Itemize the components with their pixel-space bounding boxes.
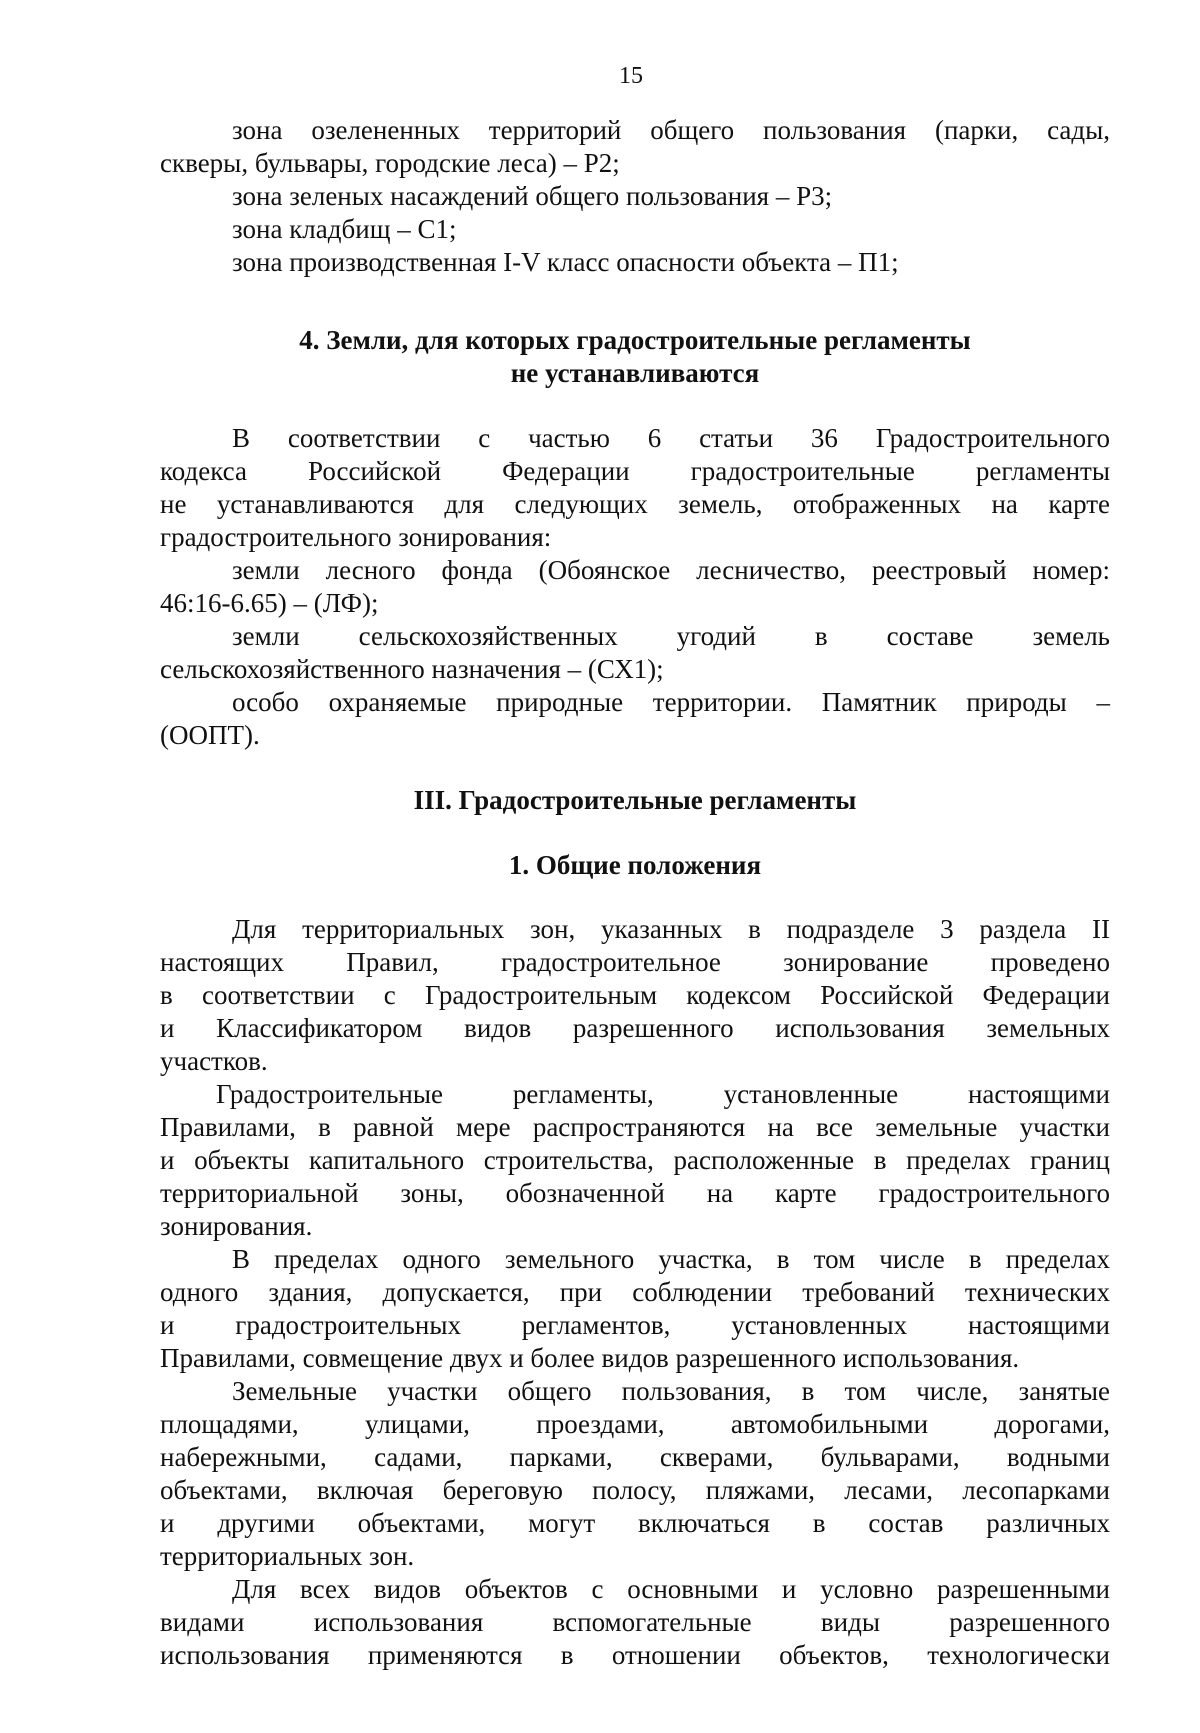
list-item-line: (ООПТ). xyxy=(160,720,260,750)
paragraph-line: зонирования. xyxy=(160,1211,313,1241)
paragraph-line: Земельные участки общего пользования, в том числе, занятые xyxy=(232,1376,1110,1406)
list-item-line: земли сельскохозяйственных угодий в составе земель xyxy=(232,621,1110,651)
paragraph-line: в соответствии с Градостроительным кодексом Российской Федерации xyxy=(160,980,1110,1010)
paragraph-line: использования применяются в отношении объектов, технологически xyxy=(160,1640,1110,1670)
paragraph-line: видами использования вспомогательные виды разрешенного xyxy=(160,1607,1110,1637)
section-3-subheading xyxy=(160,849,1110,882)
paragraph-line: Градостроительные регламенты, установленные настоящими xyxy=(216,1079,1110,1109)
paragraph-line: и объекты капитального строительства, расположенные в пределах границ xyxy=(160,1145,1110,1175)
section-4-paragraph xyxy=(160,422,1110,752)
section-3-title: III. Градостроительные регламенты xyxy=(413,785,857,815)
paragraph-line: кодекса Российской Федерации градостроительные регламенты xyxy=(160,456,1110,486)
paragraph-line: В соответствии с частью 6 статьи 36 Градостроительного xyxy=(232,423,1110,453)
list-item-line: сельскохозяйственного назначения – (СХ1); xyxy=(160,654,664,684)
paragraph-line: настоящих Правил, градостроительное зонирование проведено xyxy=(160,947,1110,977)
section-3-body xyxy=(160,913,1110,1672)
list-item-line: особо охраняемые природные территории. Памятник природы – xyxy=(232,687,1110,717)
paragraph-line: Правилами, совмещение двух и более видов разрешенного использования. xyxy=(160,1343,1020,1373)
page-number: 15 xyxy=(619,63,643,89)
paragraph-line: и градостроительных регламентов, установленных настоящими xyxy=(160,1310,1110,1340)
paragraph-line: участков. xyxy=(160,1046,268,1076)
list-item-line: земли лесного фонда (Обоянское лесничество, реестровый номер: xyxy=(232,555,1110,585)
paragraph-line: территориальных зон. xyxy=(160,1541,415,1571)
paragraph-line: объектами, включая береговую полосу, пляжами, лесами, лесопарками xyxy=(160,1475,1110,1505)
paragraph-line: не устанавливаются для следующих земель, отображенных на карте xyxy=(160,489,1110,519)
section-4-heading xyxy=(160,324,1110,390)
section-4-heading-line-1: 4. Земли, для которых градостроительные регламенты xyxy=(299,325,971,355)
paragraph-line: градостроительного зонирования: xyxy=(160,522,552,552)
paragraph-line: и Классификатором видов разрешенного использования земельных xyxy=(160,1013,1110,1043)
list-item-line: 46:16-6.65) – (ЛФ); xyxy=(160,588,379,618)
paragraph-line: Для территориальных зон, указанных в подразделе 3 раздела II xyxy=(232,914,1110,944)
paragraph-line: одного здания, допускается, при соблюдении требований технических xyxy=(160,1277,1110,1307)
paragraph-line: Для всех видов объектов с основными и условно разрешенными xyxy=(232,1574,1110,1604)
zones-list-line: зона кладбищ – С1; xyxy=(232,214,457,244)
paragraph-line: Правилами, в равной мере распространяются на все земельные участки xyxy=(160,1112,1110,1142)
paragraph-line: и другими объектами, могут включаться в состав различных xyxy=(160,1508,1110,1538)
section-4-heading-line-2: не устанавливаются xyxy=(510,358,760,388)
zones-list-line: скверы, бульвары, городские леса) – Р2; xyxy=(160,148,620,178)
zones-list-line: зона производственная I-V класс опасности объекта – П1; xyxy=(232,247,899,277)
paragraph-line: площадями, улицами, проездами, автомобильными дорогами, xyxy=(160,1409,1110,1439)
section-3-subtitle: 1. Общие положения xyxy=(508,850,762,880)
paragraph-line: В пределах одного земельного участка, в том числе в пределах xyxy=(232,1244,1110,1274)
zones-list-line: зона озелененных территорий общего пользования (парки, сады, xyxy=(232,115,1110,145)
paragraph-line: территориальной зоны, обозначенной на карте градостроительного xyxy=(160,1178,1110,1208)
zones-list-line: зона зеленых насаждений общего пользования – Р3; xyxy=(232,181,833,211)
section-3-heading xyxy=(160,784,1110,817)
zones-list xyxy=(160,114,1110,279)
paragraph-line: набережными, садами, парками, скверами, бульварами, водными xyxy=(160,1442,1110,1472)
